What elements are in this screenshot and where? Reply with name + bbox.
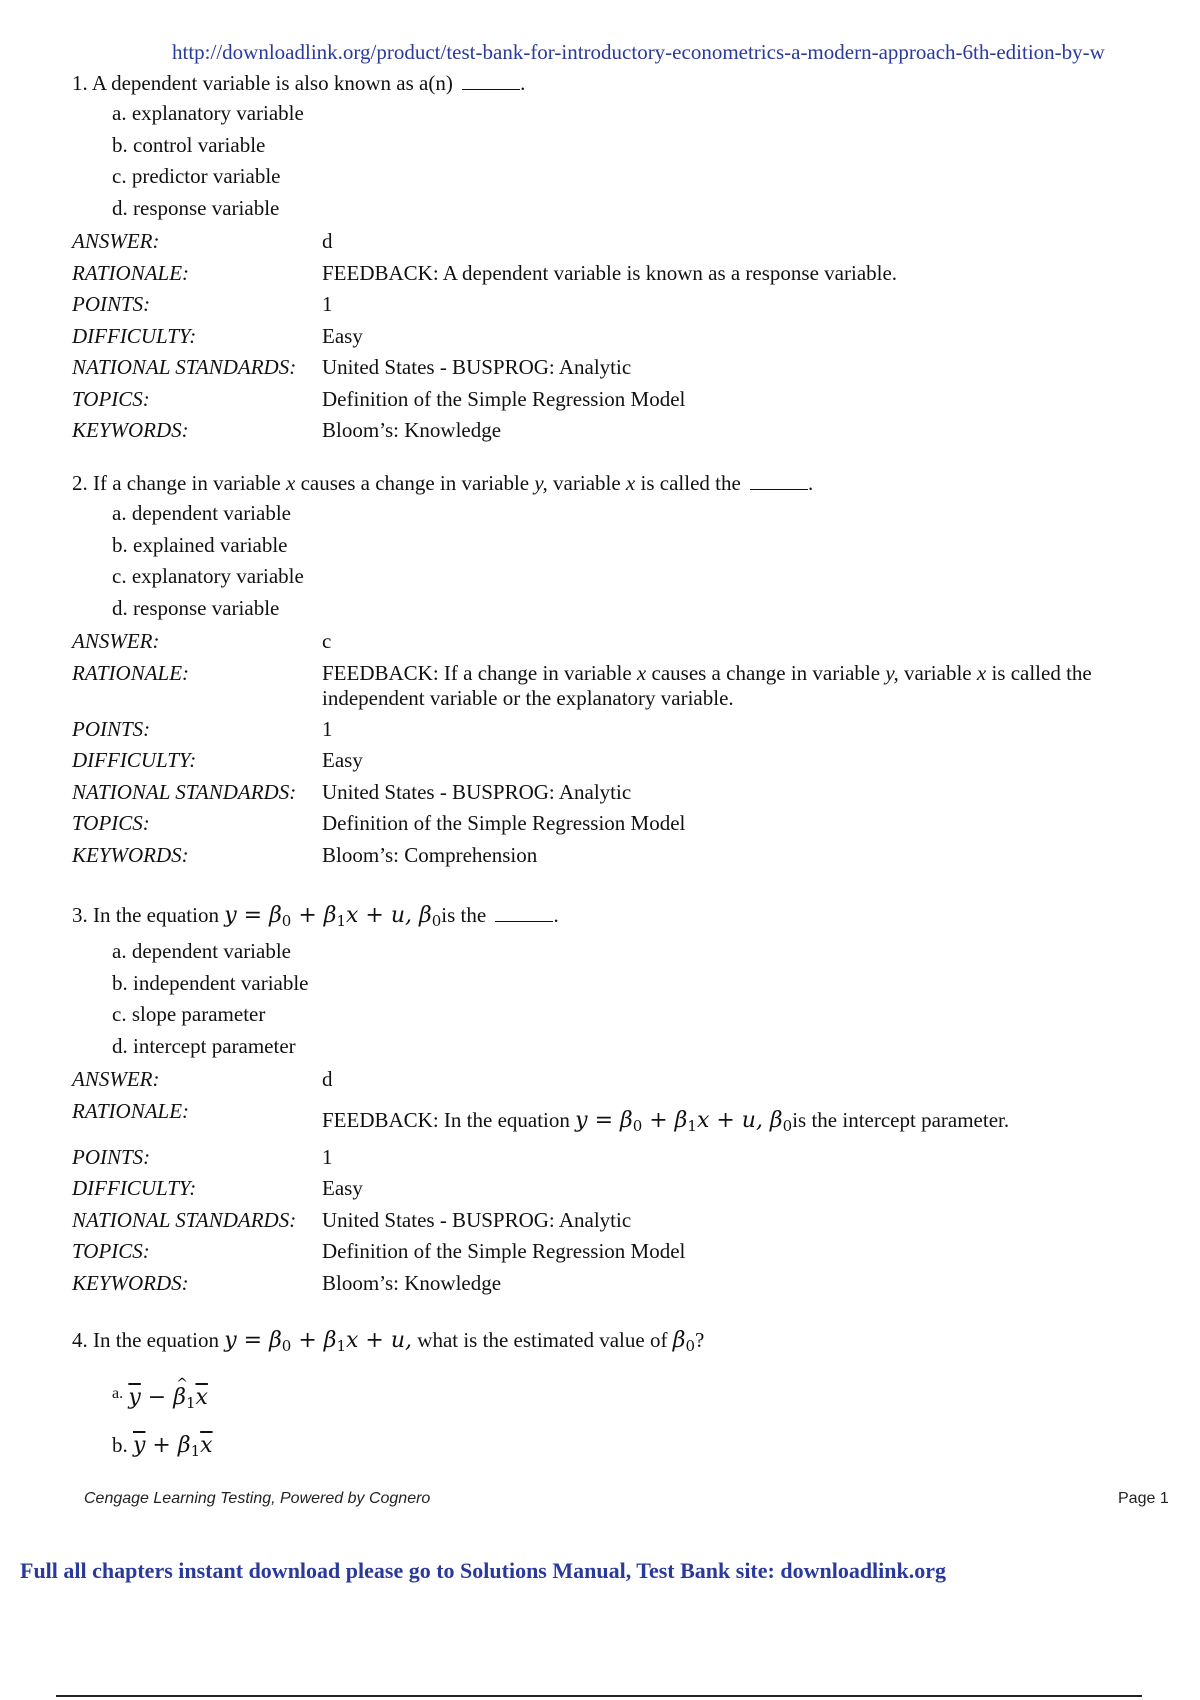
- options-list: [112, 936, 1162, 1062]
- option-b: b. control variable: [112, 132, 266, 157]
- standards-row: NATIONAL STANDARDS: United States - BUSPROG: Analytic: [72, 355, 632, 379]
- keywords-row: KEYWORDS: Bloom’s: Knowledge: [72, 1270, 502, 1295]
- option-b: b. explained variable: [112, 532, 288, 557]
- answer-row: ANSWER: c: [72, 626, 1162, 658]
- footer-publisher: Cengage Learning Testing, Powered by Cognero: [84, 1490, 431, 1507]
- rationale-value: FEEDBACK: A dependent variable is known as a response variable.: [322, 260, 898, 285]
- option-d: d. response variable: [112, 195, 280, 220]
- option-a-formula: $\overline{y}$ − ^ $\beta_1\overline{x}$: [128, 1385, 208, 1410]
- points-row: POINTS: 1: [72, 1144, 333, 1169]
- question-stem: 3. In the equation $y = \beta_0 + \beta_1x + u$, $\beta_0is$ the .: [72, 903, 559, 930]
- question-metadata: [72, 626, 1162, 871]
- regression-equation: $y = \beta_0 + \beta_1x + u$,: [224, 1328, 413, 1355]
- option-a: a. dependent variable: [112, 939, 291, 963]
- answer-row: ANSWER: d: [72, 1064, 1162, 1096]
- standards-row: NATIONAL STANDARDS: United States - BUSPROG: Analytic: [72, 1207, 632, 1232]
- options-list: [112, 498, 1162, 624]
- difficulty-row: DIFFICULTY: Easy: [72, 1176, 363, 1200]
- download-promo-text: Full all chapters instant download please go to Solutions Manual, Test Bank site: downloadlink.org: [20, 1558, 947, 1583]
- difficulty-row: DIFFICULTY: Easy: [72, 323, 363, 348]
- answer-blank: [495, 903, 553, 922]
- source-url-link[interactable]: http://downloadlink.org/product/test-bank-for-introductory-econometrics-a-modern-approach-6th-edition-by-w: [172, 40, 1105, 64]
- answer-blank: [462, 71, 520, 90]
- rationale-value: FEEDBACK: In the equation $y = \beta_0 + \beta_1x + u$, $\beta_0is$ the intercept parameter.: [322, 1107, 1010, 1135]
- regression-equation: $y = \beta_0 + \beta_1x + u$, $\beta_0$: [575, 1107, 793, 1135]
- topics-row: TOPICS: Definition of the Simple Regression Model: [72, 1239, 686, 1263]
- option-a: a. dependent variable: [112, 501, 291, 525]
- option-c: c. slope parameter: [112, 1002, 266, 1026]
- standards-row: NATIONAL STANDARDS: United States - BUSPROG: Analytic: [72, 779, 632, 804]
- keywords-row: KEYWORDS: Bloom’s: Comprehension: [72, 842, 538, 867]
- rationale-row: RATIONALE: FEEDBACK: If a change in variable x causes a change in variable y, variable x is called the independent variable or the explanatory variable.: [72, 658, 1162, 714]
- rationale-value: FEEDBACK: If a change in variable x causes a change in variable y, variable x is called the independent variable or the explanatory variable.: [322, 660, 1092, 710]
- answer-blank: [750, 471, 808, 490]
- option-b: b. independent variable: [112, 970, 309, 995]
- option-d: d. response variable: [112, 595, 280, 620]
- options-list: [112, 1373, 1162, 1472]
- points-row: POINTS: 1: [72, 716, 333, 741]
- question-metadata: [72, 226, 1162, 447]
- topics-row: TOPICS: Definition of the Simple Regression Model: [72, 386, 686, 411]
- option-a: $^{a.}$ $\overline{y}$ − ^ $\beta_1\overline{x}$: [112, 1373, 1162, 1424]
- option-c: c. predictor variable: [112, 164, 281, 188]
- options-list: [112, 98, 1162, 224]
- answer-row: ANSWER: d: [72, 226, 1162, 258]
- option-a: a. explanatory variable: [112, 101, 304, 125]
- question-2: [72, 468, 1162, 871]
- option-b-formula: $\overline{y} + \beta_1\overline{x}$: [133, 1433, 213, 1460]
- answer-value: d: [322, 1067, 333, 1091]
- keywords-row: KEYWORDS: Bloom’s: Knowledge: [72, 418, 502, 442]
- question-1: [72, 68, 1162, 447]
- difficulty-row: DIFFICULTY: Easy: [72, 748, 363, 772]
- question-4: [72, 1325, 1162, 1472]
- option-b: b. $\overline{y} + \beta_1\overline{x}$: [112, 1433, 213, 1460]
- topics-row: TOPICS: Definition of the Simple Regression Model: [72, 811, 686, 835]
- question-stem: 4. In the equation $y = \beta_0 + \beta_1x + u$, what is the estimated value of $\beta_0$?: [72, 1328, 705, 1355]
- question-stem: 1. A dependent variable is also known as a(n) .: [72, 71, 526, 95]
- bottom-divider: [56, 1695, 1142, 1697]
- rationale-row: RATIONALE: FEEDBACK: In the equation $y = \beta_0 + \beta_1x + u$, $\beta_0is$ the intercept parameter.: [72, 1096, 1162, 1142]
- points-row: POINTS: 1: [72, 292, 333, 316]
- rationale-row: RATIONALE: FEEDBACK: A dependent variable is known as a response variable.: [72, 258, 1162, 290]
- answer-value: d: [322, 229, 333, 253]
- answer-value: c: [322, 629, 332, 653]
- question-3: [72, 900, 1162, 1299]
- page-number: Page 1: [1118, 1490, 1169, 1507]
- question-stem: 2. If a change in variable x causes a change in variable y, variable x is called the .: [72, 471, 814, 495]
- option-d: d. intercept parameter: [112, 1033, 296, 1058]
- regression-equation: $y = \beta_0 + \beta_1x + u$, $\beta_0$: [224, 903, 442, 930]
- option-c: c. explanatory variable: [112, 564, 304, 588]
- question-metadata: [72, 1064, 1162, 1299]
